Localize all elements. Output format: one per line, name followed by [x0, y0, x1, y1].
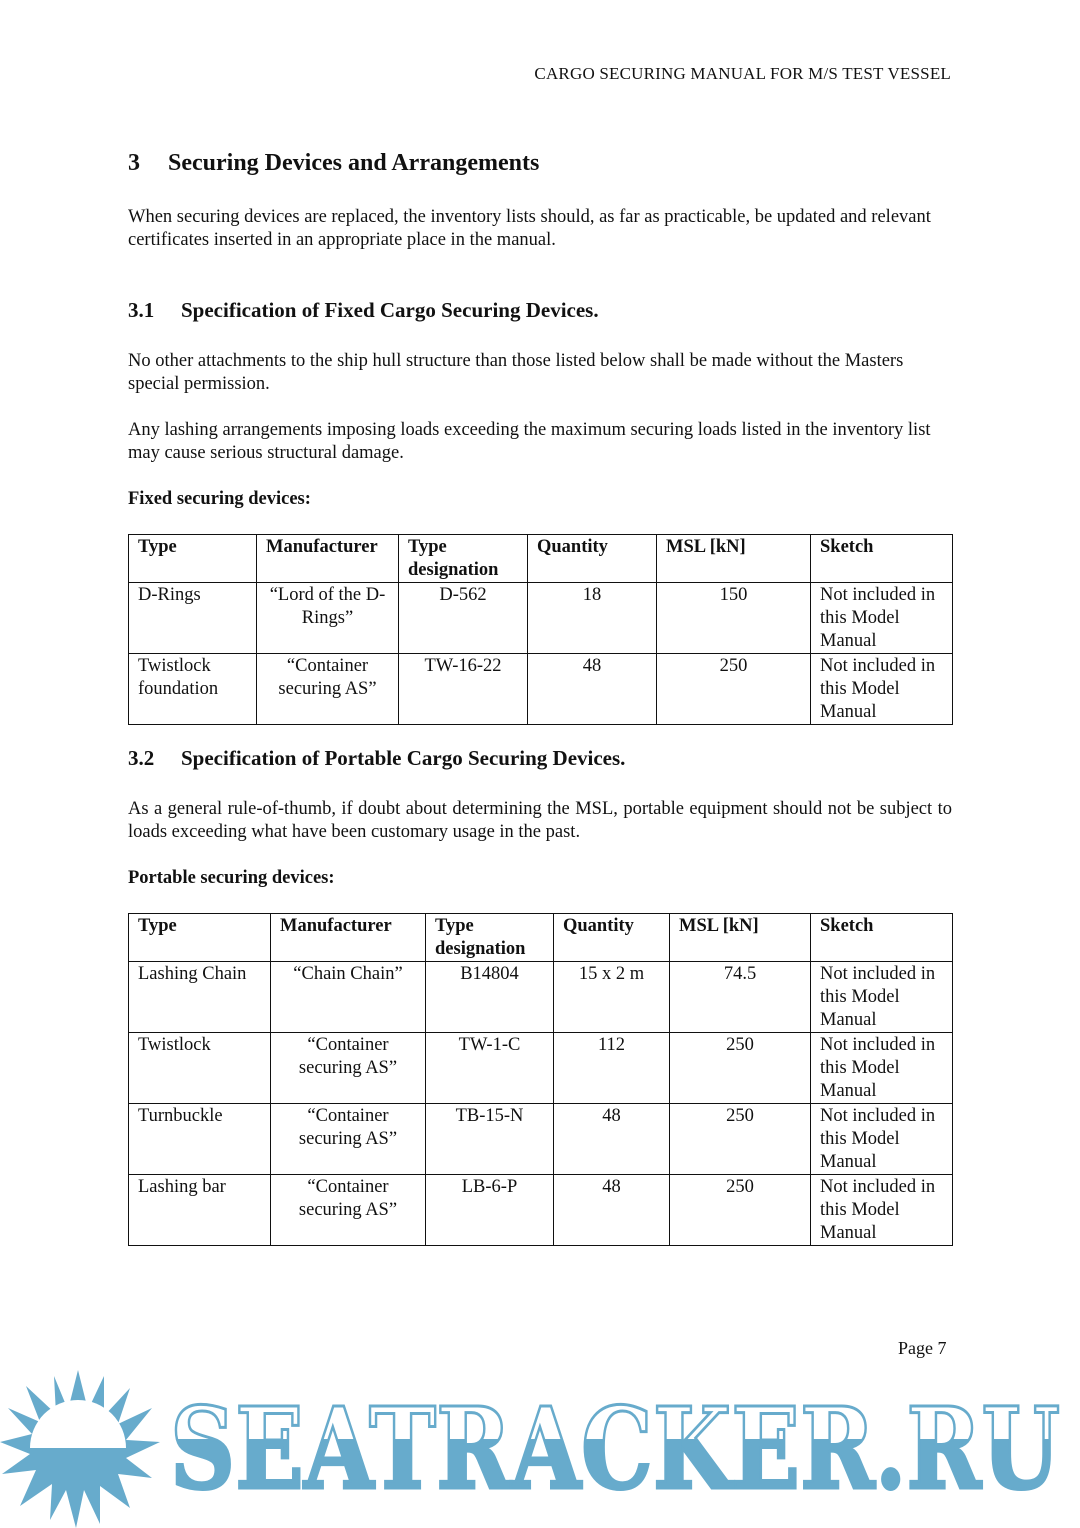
table-cell: TB-15-N: [426, 1104, 554, 1175]
subsection-title: Specification of Fixed Cargo Securing Devices.: [181, 298, 599, 322]
subsection-number: 3.1: [128, 298, 155, 322]
seatracker-watermark-logo: [0, 1370, 1080, 1528]
column-header: Sketch: [811, 914, 953, 962]
paragraph-rule-of-thumb: As a general rule-of-thumb, if doubt about determining the MSL, portable equipment should not be subject to loads exceeding what have been customary usage in the past.: [128, 799, 952, 842]
subsection-title: Specification of Portable Cargo Securing Devices.: [181, 746, 626, 770]
column-header: Manufacturer: [257, 535, 399, 583]
table-cell: TW-16-22: [399, 654, 528, 725]
table-cell: Lashing Chain: [129, 962, 271, 1033]
table-cell: Not included in this Model Manual: [811, 962, 953, 1033]
watermark-text: SEATRACKER.RU: [170, 1384, 1060, 1515]
table-row: [129, 654, 953, 725]
subsection-heading-3-1: [128, 298, 599, 323]
column-header: Manufacturer: [271, 914, 426, 962]
column-header: Quantity: [528, 535, 657, 583]
subsection-heading-3-2: [128, 746, 625, 771]
table-cell: 250: [670, 1104, 811, 1175]
table-cell: Twistlock foundation: [129, 654, 257, 725]
table-cell: 250: [657, 654, 811, 725]
sun-icon: [0, 1370, 160, 1528]
table-row: [129, 583, 953, 654]
column-header: Sketch: [811, 535, 953, 583]
table-row: [129, 962, 953, 1033]
table-cell: LB-6-P: [426, 1175, 554, 1246]
table-cell: Turnbuckle: [129, 1104, 271, 1175]
section-title: Securing Devices and Arrangements: [168, 150, 540, 176]
table-cell: Twistlock: [129, 1033, 271, 1104]
section-heading: [128, 150, 539, 177]
fixed-devices-table: [128, 534, 953, 725]
portable-devices-table: [128, 913, 953, 1246]
table-header-row: [129, 914, 953, 962]
running-header: CARGO SECURING MANUAL FOR M/S TEST VESSEL: [534, 64, 951, 83]
table-cell: D-Rings: [129, 583, 257, 654]
table-cell: “Lord of the D-Rings”: [257, 583, 399, 654]
table-row: [129, 1033, 953, 1104]
table-cell: 150: [657, 583, 811, 654]
portable-devices-label: Portable securing devices:: [128, 868, 335, 888]
table-cell: 48: [554, 1104, 670, 1175]
table-cell: 250: [670, 1033, 811, 1104]
column-header: Type: [129, 535, 257, 583]
table-cell: “Container securing AS”: [271, 1175, 426, 1246]
table-cell: 74.5: [670, 962, 811, 1033]
table-header-row: [129, 535, 953, 583]
table-cell: Not included in this Model Manual: [811, 1033, 953, 1104]
table-cell: “Container securing AS”: [257, 654, 399, 725]
column-header: Type: [129, 914, 271, 962]
paragraph-lashing: Any lashing arrangements imposing loads exceeding the maximum securing loads listed in the inventory list may cause serious structural damage.: [128, 420, 931, 463]
column-header: Type designation: [399, 535, 528, 583]
column-header: Quantity: [554, 914, 670, 962]
table-cell: D-562: [399, 583, 528, 654]
table-cell: 112: [554, 1033, 670, 1104]
table-cell: Lashing bar: [129, 1175, 271, 1246]
subsection-number: 3.2: [128, 746, 155, 770]
column-header: MSL [kN]: [657, 535, 811, 583]
table-cell: Not included in this Model Manual: [811, 654, 953, 725]
table-cell: 250: [670, 1175, 811, 1246]
section-number: 3: [128, 150, 140, 176]
table-cell: “Container securing AS”: [271, 1104, 426, 1175]
table-cell: 18: [528, 583, 657, 654]
table-cell: 48: [528, 654, 657, 725]
table-cell: 15 x 2 m: [554, 962, 670, 1033]
table-cell: Not included in this Model Manual: [811, 1104, 953, 1175]
page-number: Page 7: [898, 1338, 947, 1358]
intro-paragraph: When securing devices are replaced, the inventory lists should, as far as practicable, be updated and relevant certificates inserted in an appropriate place in the manual.: [128, 207, 931, 250]
table-cell: B14804: [426, 962, 554, 1033]
fixed-devices-label: Fixed securing devices:: [128, 489, 311, 509]
table-cell: “Chain Chain”: [271, 962, 426, 1033]
table-row: [129, 1104, 953, 1175]
table-cell: Not included in this Model Manual: [811, 583, 953, 654]
table-row: [129, 1175, 953, 1246]
paragraph-attachments: No other attachments to the ship hull structure than those listed below shall be made without the Masters special permission.: [128, 351, 904, 394]
table-cell: Not included in this Model Manual: [811, 1175, 953, 1246]
table-cell: “Container securing AS”: [271, 1033, 426, 1104]
column-header: Type designation: [426, 914, 554, 962]
table-cell: 48: [554, 1175, 670, 1246]
column-header: MSL [kN]: [670, 914, 811, 962]
table-cell: TW-1-C: [426, 1033, 554, 1104]
